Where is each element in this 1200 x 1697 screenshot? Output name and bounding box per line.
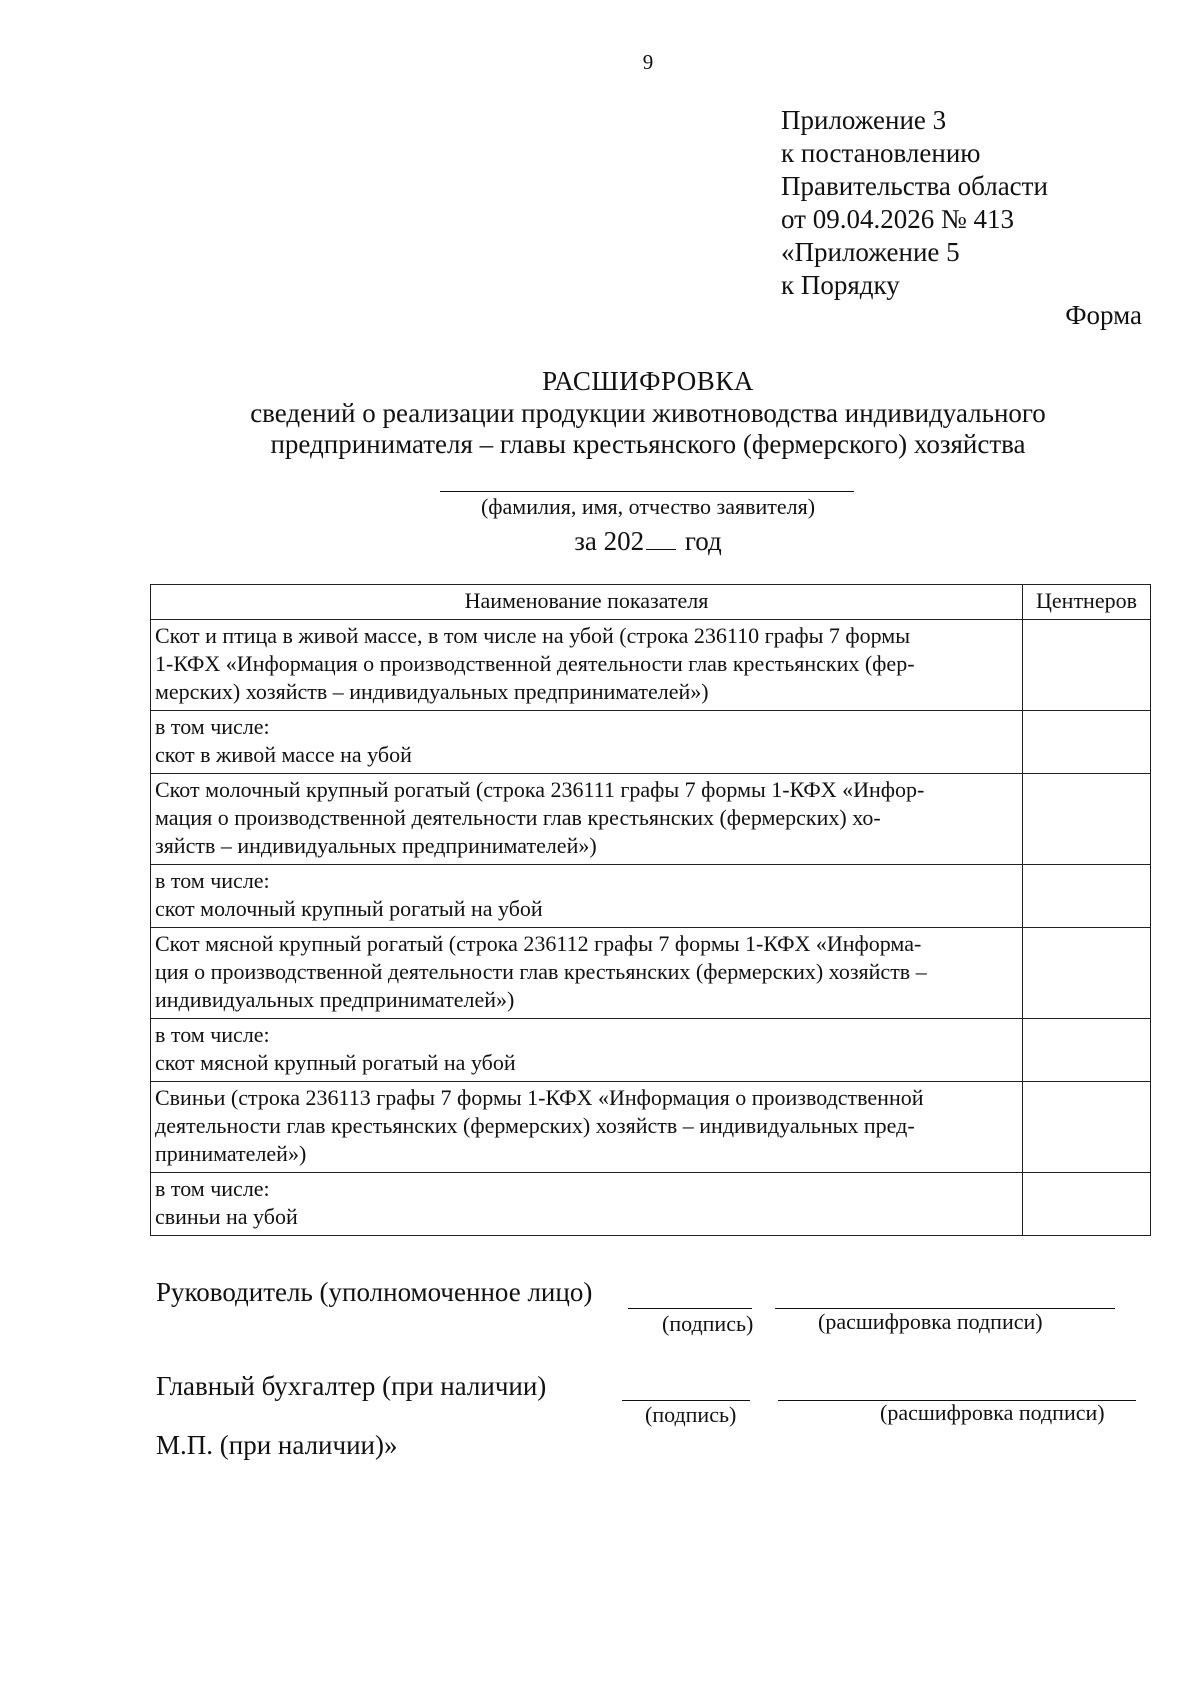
- indicator-cell: [151, 1173, 1023, 1236]
- centners-cell[interactable]: [1023, 865, 1151, 928]
- centners-cell[interactable]: [1023, 620, 1151, 711]
- applicant-name-field[interactable]: [440, 491, 854, 492]
- indicator-text-line: Скот мясной крупный рогатый (строка 236112 графы 7 формы 1-КФХ «Информа-: [155, 931, 922, 956]
- column-header-indicator: Наименование показателя: [151, 585, 1023, 620]
- indicator-text-line: мерских) хозяйств – индивидуальных предпринимателей»): [155, 679, 709, 704]
- document-subtitle: [0, 398, 1200, 460]
- indicator-cell: [151, 1082, 1023, 1173]
- appendix-line: к Порядку: [781, 270, 900, 300]
- indicator-cell: [151, 928, 1023, 1019]
- appendix-line: Правительства области: [781, 171, 1048, 201]
- centners-cell[interactable]: [1023, 1019, 1151, 1082]
- table-row: [151, 774, 1151, 865]
- indicator-text-line: Свиньи (строка 236113 графы 7 формы 1-КФХ «Информация о производственной: [155, 1085, 924, 1110]
- head-signature-field[interactable]: [628, 1308, 752, 1309]
- indicator-text-line: Скот молочный крупный рогатый (строка 236111 графы 7 формы 1-КФХ «Инфор-: [155, 777, 925, 802]
- table-row: [151, 928, 1151, 1019]
- table-row: [151, 1173, 1151, 1236]
- indicator-text-line: скот мясной крупный рогатый на убой: [155, 1050, 516, 1075]
- head-signature-caption: (подпись): [662, 1311, 754, 1336]
- report-year: [0, 525, 1200, 557]
- column-header-centners: Центнеров: [1023, 585, 1151, 620]
- centners-cell[interactable]: [1023, 774, 1151, 865]
- seal-label: М.П. (при наличии)»: [156, 1430, 398, 1460]
- document-title: РАСШИФРОВКА: [542, 366, 754, 396]
- appendix-line: к постановлению: [781, 138, 981, 168]
- indicator-cell: [151, 1019, 1023, 1082]
- table-row: [151, 620, 1151, 711]
- indicator-text-line: принимателей»): [155, 1141, 307, 1166]
- applicant-caption: (фамилия, имя, отчество заявителя): [480, 494, 816, 519]
- indicator-text-line: деятельности глав крестьянских (фермерских) хозяйств – индивидуальных пред-: [155, 1113, 915, 1138]
- indicator-text-line: скот молочный крупный рогатый на убой: [155, 896, 543, 921]
- appendix-block: [781, 104, 1048, 302]
- indicator-text-line: зяйств – индивидуальных предпринимателей»): [155, 833, 597, 858]
- indicator-cell: [151, 865, 1023, 928]
- indicator-cell: [151, 711, 1023, 774]
- form-label: Форма: [1065, 300, 1142, 330]
- indicator-text-line: 1-КФХ «Информация о производственной деятельности глав крестьянских (фер-: [155, 651, 915, 676]
- indicator-cell: [151, 620, 1023, 711]
- indicator-text-line: скот в живой массе на убой: [155, 742, 412, 767]
- accountant-signature-caption: (подпись): [645, 1402, 737, 1427]
- centners-cell[interactable]: [1023, 928, 1151, 1019]
- table-row: [151, 1082, 1151, 1173]
- accountant-decoding-caption: (расшифровка подписи): [880, 1400, 1105, 1425]
- accountant-signature-label: Главный бухгалтер (при наличии): [156, 1371, 547, 1401]
- indicator-text-line: Скот и птица в живой массе, в том числе на убой (строка 236110 графы 7 формы: [155, 623, 911, 648]
- indicator-text-line: в том числе:: [155, 1022, 270, 1047]
- indicator-text-line: свиньи на убой: [155, 1204, 298, 1229]
- indicator-text-line: индивидуальных предпринимателей»): [155, 987, 515, 1012]
- indicator-text-line: в том числе:: [155, 1176, 270, 1201]
- accountant-signature-field[interactable]: [622, 1400, 750, 1401]
- table-row: [151, 865, 1151, 928]
- subtitle-line: предпринимателя – главы крестьянского (фермерского) хозяйства: [270, 429, 1026, 459]
- appendix-line: «Приложение 5: [781, 237, 960, 267]
- indicator-cell: [151, 774, 1023, 865]
- indicator-text-line: мация о производственной деятельности глав крестьянских (фермерских) хо-: [155, 805, 881, 830]
- year-blank-field[interactable]: [646, 525, 676, 550]
- table-row: [151, 1019, 1151, 1082]
- head-signature-label: Руководитель (уполномоченное лицо): [156, 1277, 593, 1307]
- centners-cell[interactable]: [1023, 1082, 1151, 1173]
- indicator-text-line: ция о производственной деятельности глав крестьянских (фермерских) хозяйств –: [155, 959, 927, 984]
- subtitle-line: сведений о реализации продукции животноводства индивидуального: [250, 398, 1046, 428]
- appendix-line: Приложение 3: [781, 105, 947, 135]
- indicator-text-line: в том числе:: [155, 868, 270, 893]
- table-row: [151, 711, 1151, 774]
- indicators-table: [150, 584, 1151, 1236]
- year-prefix: за 202: [574, 526, 645, 556]
- centners-cell[interactable]: [1023, 1173, 1151, 1236]
- table-header-row: [151, 585, 1151, 620]
- indicator-text-line: в том числе:: [155, 714, 270, 739]
- head-decoding-caption: (расшифровка подписи): [818, 1309, 1043, 1334]
- page-number: 9: [642, 50, 654, 74]
- centners-cell[interactable]: [1023, 711, 1151, 774]
- year-suffix: год: [684, 526, 722, 556]
- appendix-line: от 09.04.2026 № 413: [781, 204, 1014, 234]
